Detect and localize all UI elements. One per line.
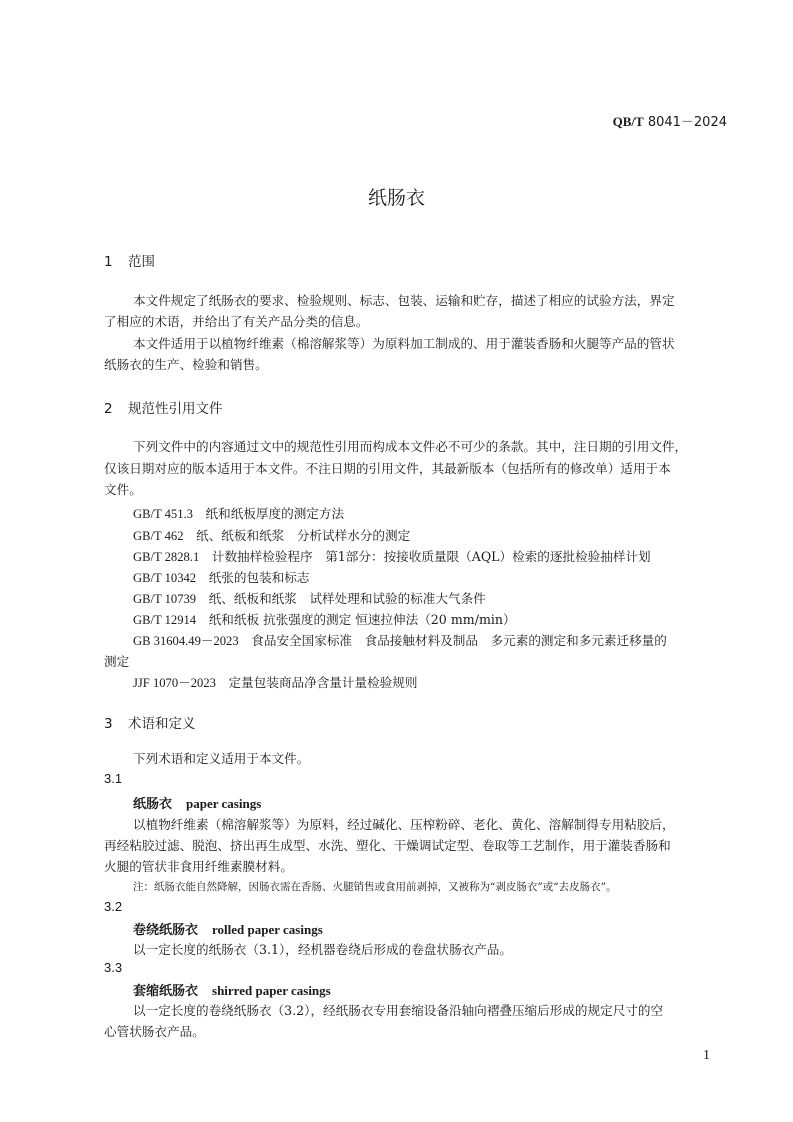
reference-title: 纸张的包装和标志 — [208, 570, 310, 585]
reference-continuation: 测定 — [104, 654, 130, 669]
paragraph-line: 下列术语和定义适用于本文件。 — [133, 751, 310, 766]
paragraph-line: 纸肠衣的生产、检验和销售。 — [104, 357, 268, 372]
term-number: 3.2 — [104, 899, 123, 914]
term-number: 3.1 — [104, 771, 123, 786]
reference-item — [133, 609, 516, 628]
reference-title: 纸和纸板 抗张强度的测定 恒速拉伸法（20 mm/min） — [208, 612, 516, 627]
term-english: paper casings — [186, 796, 262, 811]
section-number: 2 — [104, 401, 113, 417]
term-english: shirred paper casings — [212, 983, 331, 998]
reference-title: 定量包装商品净含量计量检验规则 — [228, 675, 418, 690]
definition-line: 火腿的管状非食用纤维素膜材料。 — [104, 859, 293, 874]
reference-code: GB/T 12914 — [133, 613, 197, 627]
section-3-heading — [104, 712, 196, 732]
paragraph-line: 了相应的术语，并给出了有关产品分类的信息。 — [104, 314, 369, 329]
paragraph-line: 下列文件中的内容通过文中的规范性引用而构成本文件必不可少的条款。其中，注日期的引用文件， — [133, 439, 688, 454]
reference-item — [133, 525, 410, 544]
paragraph-line: 文件。 — [104, 482, 142, 497]
term-chinese: 卷绕纸肠衣 — [133, 923, 199, 938]
reference-code: GB 31604.49－2023 — [133, 634, 239, 648]
paragraph-line: 本文件规定了纸肠衣的要求、检验规则、标志、包装、运输和贮存，描述了相应的试验方法，界定 — [133, 293, 675, 308]
reference-item — [133, 588, 486, 607]
term-heading — [133, 919, 323, 938]
reference-code: GB/T 462 — [133, 529, 184, 543]
definition-line: 以一定长度的卷绕纸肠衣（3.2），经纸肠衣专用套缩设备沿轴向褶叠压缩后形成的规定尺寸的空 — [133, 1003, 664, 1018]
reference-title: 计数抽样检验程序 第1部分：按接收质量限（AQL）检索的逐批检验抽样计划 — [211, 549, 651, 564]
term-english: rolled paper casings — [212, 922, 323, 937]
reference-code: GB/T 2828.1 — [133, 550, 200, 564]
reference-title: 纸、纸板和纸浆 分析试样水分的测定 — [196, 528, 411, 543]
reference-code: JJF 1070－2023 — [133, 676, 216, 690]
term-chinese: 套缩纸肠衣 — [133, 984, 199, 999]
term-number: 3.3 — [104, 960, 123, 975]
section-number: 1 — [104, 254, 113, 270]
reference-code: GB/T 10739 — [133, 592, 197, 606]
reference-code: GB/T 451.3 — [133, 507, 193, 521]
standard-code-number: 8041－2024 — [647, 115, 727, 130]
section-2-heading — [104, 397, 223, 417]
standard-code — [613, 111, 727, 130]
section-title: 规范性引用文件 — [128, 401, 223, 417]
note: 注：纸肠衣能自然降解，因肠衣需在香肠、火腿销售或食用前剥掉，又被称为“剥皮肠衣”或“去皮肠衣”。 — [133, 881, 617, 893]
reference-item — [133, 630, 667, 649]
definition-line: 心管状肠衣产品。 — [104, 1024, 205, 1039]
reference-title: 食品安全国家标准 食品接触材料及制品 多元素的测定和多元素迁移量的 — [251, 633, 667, 648]
reference-item — [133, 672, 417, 691]
document-title: 纸肠衣 — [367, 187, 425, 209]
standard-code-prefix: QB/T — [612, 114, 644, 129]
section-1-heading — [104, 250, 155, 270]
reference-title: 纸和纸板厚度的测定方法 — [205, 506, 345, 521]
term-heading — [133, 793, 261, 812]
definition-line: 再经粘胶过滤、脱泡、挤出再生成型、水洗、塑化、干燥调试定型、卷取等工艺制作，用于灌装香肠和 — [104, 838, 671, 853]
reference-title: 纸、纸板和纸浆 试样处理和试验的标准大气条件 — [208, 591, 486, 606]
paragraph-line: 本文件适用于以植物纤维素（棉溶解浆等）为原料加工制成的、用于灌装香肠和火腿等产品的管状 — [133, 336, 675, 351]
section-title: 范围 — [128, 254, 155, 270]
definition-line: 以一定长度的纸肠衣（3.1），经机器卷绕后形成的卷盘状肠衣产品。 — [133, 942, 512, 957]
section-title: 术语和定义 — [128, 716, 196, 732]
term-heading — [133, 980, 331, 999]
definition-line: 以植物纤维素（棉溶解浆等）为原料，经过碱化、压榨粉碎、老化、黄化、溶解制得专用粘胶后， — [133, 817, 675, 832]
page-number: 1 — [703, 1048, 710, 1063]
reference-code: GB/T 10342 — [133, 571, 197, 585]
reference-item — [133, 567, 309, 586]
term-chinese: 纸肠衣 — [133, 797, 173, 812]
section-number: 3 — [104, 716, 113, 732]
reference-item — [133, 546, 651, 565]
paragraph-line: 仅该日期对应的版本适用于本文件。不注日期的引用文件，其最新版本（包括所有的修改单）适用于本 — [104, 461, 671, 476]
reference-item — [133, 503, 344, 522]
